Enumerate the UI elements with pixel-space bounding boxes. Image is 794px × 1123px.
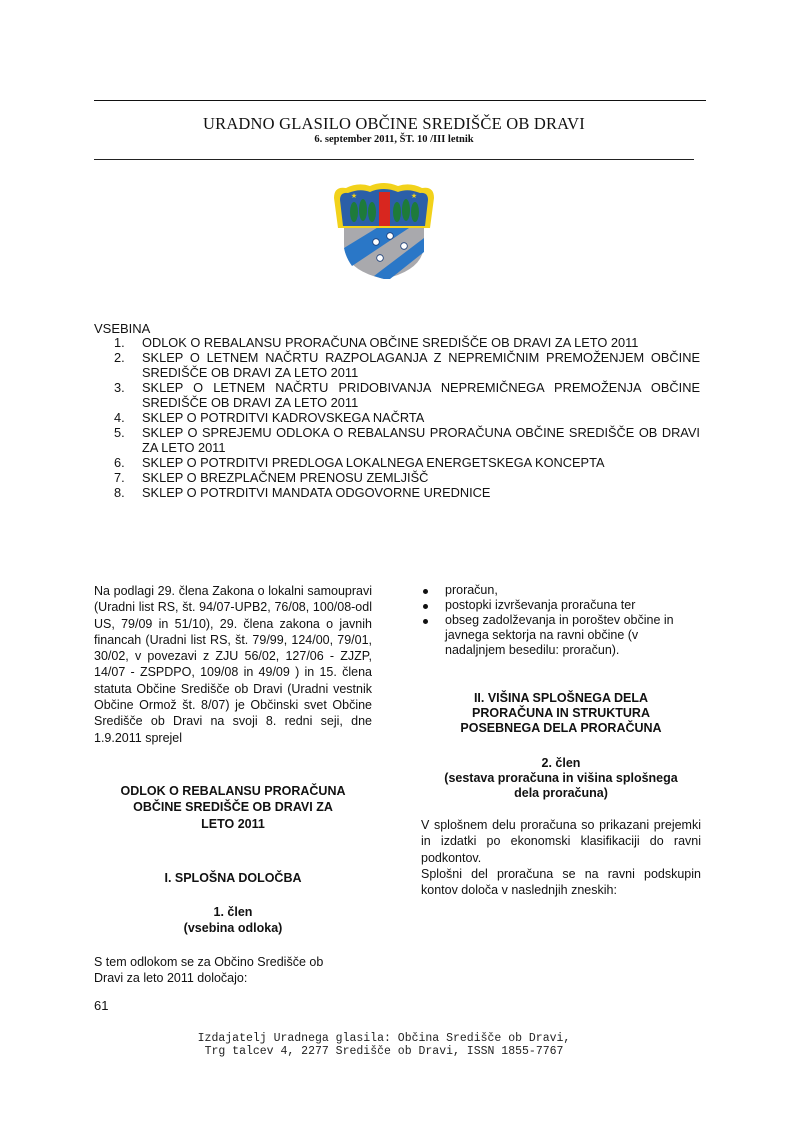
left-column bbox=[94, 583, 372, 986]
decree-title-line: OBČINE SREDIŠČE OB DRAVI ZA bbox=[133, 800, 333, 815]
footer-line: Trg talcev 4, 2277 Središče ob Dravi, ISSN 1855-7767 bbox=[204, 1045, 564, 1058]
toc-item-text: SKLEP O LETNEM NAČRTU PRIDOBIVANJA NEPREMIČNEGA PREMOŽENJA OBČINE SREDIŠČE OB DRAVI ZA LETO 2011 bbox=[142, 380, 700, 410]
toc-list bbox=[94, 335, 700, 500]
publication-title: URADNO GLASILO OBČINE SREDIŠČE OB DRAVI bbox=[203, 114, 585, 133]
coat-of-arms-icon bbox=[330, 178, 438, 282]
decree-title-line: LETO 2011 bbox=[201, 816, 265, 831]
article-1-text: S tem odlokom se za Občino Središče ob Dravi za leto 2011 določajo: bbox=[94, 954, 324, 986]
toc-item[interactable] bbox=[94, 380, 700, 410]
toc-item-number: 2. bbox=[114, 350, 125, 365]
bullet-icon bbox=[423, 589, 428, 594]
toc-item-number: 7. bbox=[114, 470, 125, 485]
decree-title bbox=[94, 783, 372, 832]
article-2-paragraph: Splošni del proračuna se na ravni podskupin kontov določa v naslednjih zneskih: bbox=[421, 866, 701, 898]
issue-info: 6. september 2011, ŠT. 10 /III letnik bbox=[314, 134, 474, 145]
article-2-number: 2. člen bbox=[541, 756, 581, 770]
toc-item[interactable] bbox=[94, 425, 700, 455]
header-underline-rule bbox=[94, 159, 694, 160]
toc-item[interactable] bbox=[94, 350, 700, 380]
bullet-icon bbox=[423, 619, 428, 624]
section-heading-budget: II. VIŠINA SPLOŠNEGA DELA PRORAČUNA IN STRUKTURA POSEBNEGA DELA PRORAČUNA bbox=[460, 691, 662, 735]
publisher-footer bbox=[94, 1032, 674, 1058]
toc-item[interactable] bbox=[94, 410, 700, 425]
toc-item-text: SKLEP O POTRDITVI PREDLOGA LOKALNEGA ENERGETSKEGA KONCEPTA bbox=[142, 455, 605, 470]
toc-item-number: 1. bbox=[114, 335, 125, 350]
list-item: proračun, bbox=[421, 583, 701, 598]
toc-item-number: 3. bbox=[114, 380, 125, 395]
toc-item[interactable] bbox=[94, 335, 700, 350]
toc-item[interactable] bbox=[94, 455, 700, 470]
article-1-number: 1. člen bbox=[213, 905, 253, 920]
list-item: obseg zadolževanja in poroštev občine in javnega sektorja na ravni občine (v nadaljnjem besedilu: proračun). bbox=[421, 613, 701, 658]
page-number: 61 bbox=[94, 998, 109, 1013]
toc-item-text: SKLEP O LETNEM NAČRTU RAZPOLAGANJA Z NEPREMIČNIM PREMOŽENJEM OBČINE SREDIŠČE OB DRAVI ZA LETO 2011 bbox=[142, 350, 700, 380]
toc-item[interactable] bbox=[94, 485, 700, 500]
decree-title-line: ODLOK O REBALANSU PRORAČUNA bbox=[120, 783, 346, 798]
right-column bbox=[421, 583, 701, 898]
toc-item-text: SKLEP O BREZPLAČNEM PRENOSU ZEMLJIŠČ bbox=[142, 470, 429, 485]
toc-item-text: ODLOK O REBALANSU PRORAČUNA OBČINE SREDIŠČE OB DRAVI ZA LETO 2011 bbox=[142, 335, 639, 350]
article-2-name: (sestava proračuna in višina splošnega dela proračuna) bbox=[444, 771, 678, 800]
bullet-icon bbox=[423, 604, 428, 609]
toc-item-number: 5. bbox=[114, 425, 125, 440]
budget-scope-list bbox=[421, 583, 701, 658]
legal-basis-paragraph: Na podlagi 29. člena Zakona o lokalni samoupravi (Uradni list RS, št. 94/07-UPB2, 76/08, 100/08-odl US, 79/09 in 51/10), 29. člena zakona o javnih financah (Uradni list RS, št. 79/99, 124/00, 79/01, 30/02, v povezavi z ZJU 56/02, 127/06 - ZJZP, 14/07 - ZSPDPO, 109/08 in 49/09 ) in 15. člena statuta Občine Središče ob Dravi (Uradni vestnik Občine Ormož št. 8/07) je Občinski svet Občine Središče ob Dravi na svoji 8. redni seji, dne 1.9.2011 sprejel bbox=[94, 584, 372, 745]
section-heading-general: I. SPLOŠNA DOLOČBA bbox=[164, 870, 302, 885]
list-item: postopki izvrševanja proračuna ter bbox=[421, 598, 701, 613]
svg-text:★: ★ bbox=[350, 192, 358, 200]
footer-line: Izdajatelj Uradnega glasila: Občina Središče ob Dravi, bbox=[197, 1032, 571, 1045]
svg-text:★: ★ bbox=[410, 192, 418, 200]
toc-item-text: SKLEP O SPREJEMU ODLOKA O REBALANSU PRORAČUNA OBČINE SREDIŠČE OB DRAVI ZA LETO 2011 bbox=[142, 425, 700, 455]
toc-item-text: SKLEP O POTRDITVI MANDATA ODGOVORNE UREDNICE bbox=[142, 485, 491, 500]
toc-item-number: 8. bbox=[114, 485, 125, 500]
toc-heading: VSEBINA bbox=[94, 321, 151, 336]
article-2-paragraph: V splošnem delu proračuna so prikazani prejemki in izdatki po ekonomski klasifikaciji do ravni podkontov. bbox=[421, 818, 701, 865]
header-top-rule bbox=[94, 100, 706, 101]
toc-item[interactable] bbox=[94, 470, 700, 485]
toc-item-number: 4. bbox=[114, 410, 125, 425]
article-1-name: (vsebina odloka) bbox=[183, 921, 283, 936]
toc-item-text: SKLEP O POTRDITVI KADROVSKEGA NAČRTA bbox=[142, 410, 425, 425]
toc-item-number: 6. bbox=[114, 455, 125, 470]
